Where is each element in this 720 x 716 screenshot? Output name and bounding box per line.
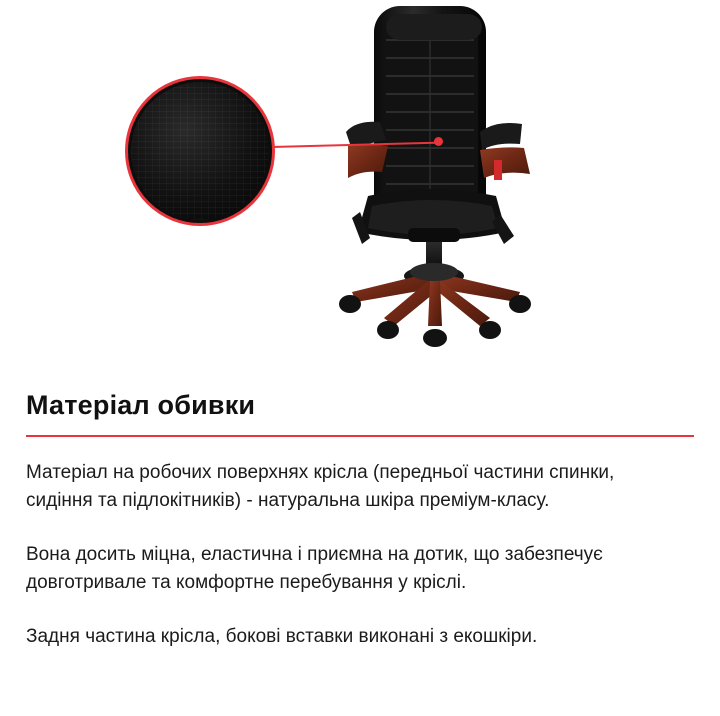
leather-texture-closeup [125, 76, 275, 226]
description-paragraph-1: Матеріал на робочих поверхнях крісла (передньої частини спинки, сидіння та підлокітників) - натуральна шкіра преміум-класу. [26, 462, 615, 511]
leather-texture-fill [131, 82, 269, 220]
page-title: Матеріал обивки [26, 390, 256, 420]
callout-anchor-dot [434, 137, 443, 146]
description-paragraph-2: Вона досить міцна, еластична і приємна на дотик, що забезпечує довготривале та комфортне перебування у кріслі. [26, 544, 603, 593]
description-content [0, 390, 720, 651]
title-divider [26, 435, 694, 437]
office-chair-illustration [330, 0, 580, 360]
description-paragraph-3: Задня частина крісла, бокові вставки виконані з екошкіри. [26, 626, 538, 647]
